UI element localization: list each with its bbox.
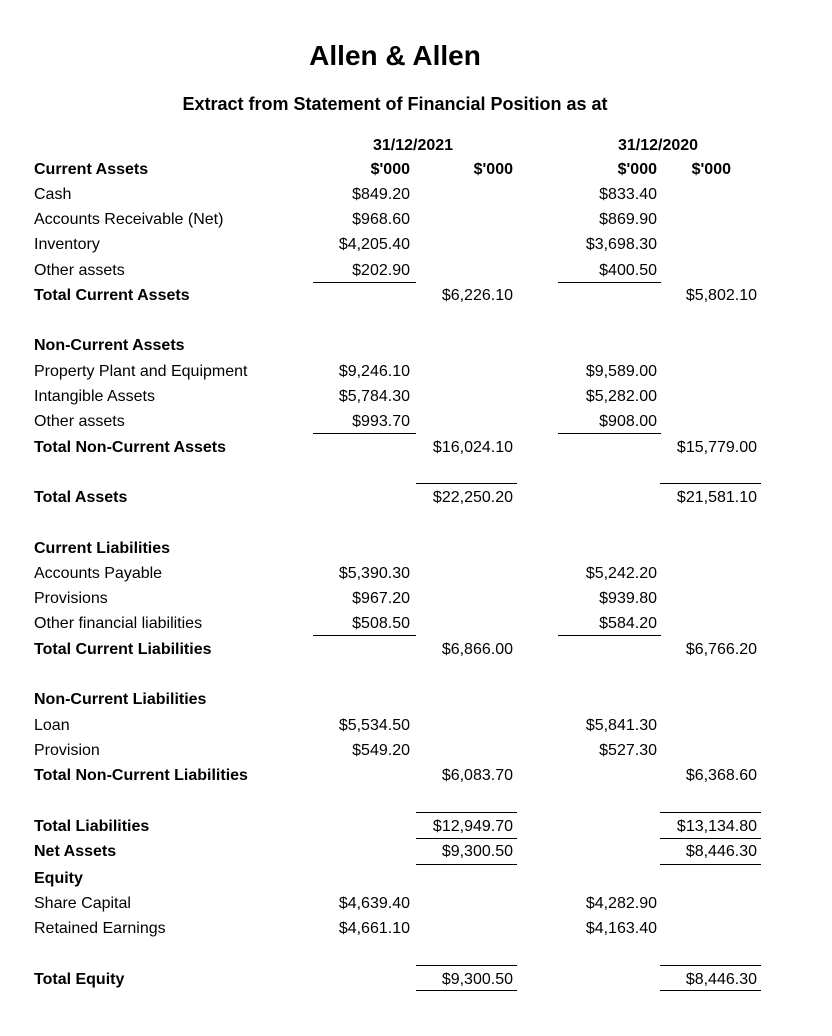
section-heading-non-current-liabilities: Non-Current Liabilities — [34, 691, 207, 708]
total-label: Total Non-Current Assets — [34, 439, 227, 456]
value-prior: $5,282.00 — [585, 388, 657, 405]
total-current: $16,024.10 — [432, 439, 513, 456]
row-label: Provisions — [34, 590, 108, 607]
total-equity-label: Total Equity — [34, 971, 125, 988]
underline — [558, 433, 661, 434]
period-current-date: 31/12/2021 — [372, 137, 454, 154]
row-label: Provision — [34, 742, 100, 759]
value-prior: $869.90 — [599, 211, 657, 228]
value-current: $9,246.10 — [338, 363, 410, 380]
underline — [313, 635, 416, 636]
overline — [660, 965, 761, 966]
underline — [558, 282, 661, 283]
row-label: Intangible Assets — [34, 388, 155, 405]
unit-prior-col1: $'000 — [617, 161, 657, 178]
total-current: $6,226.10 — [441, 287, 513, 304]
total-liabilities-current: $12,949.70 — [432, 818, 513, 835]
row-label: Other financial liabilities — [34, 615, 203, 632]
row-label: Cash — [34, 186, 72, 203]
section-heading-equity: Equity — [34, 870, 83, 887]
value-prior: $908.00 — [599, 413, 657, 430]
underline — [660, 990, 761, 991]
value-prior: $4,282.90 — [585, 895, 657, 912]
total-prior: $15,779.00 — [676, 439, 757, 456]
section-heading-current-liabilities: Current Liabilities — [34, 540, 171, 557]
net-assets-prior: $8,446.30 — [685, 843, 757, 860]
underline — [313, 282, 416, 283]
unit-current-col2: $'000 — [473, 161, 513, 178]
total-current: $6,083.70 — [441, 767, 513, 784]
unit-current-col1: $'000 — [370, 161, 410, 178]
row-label: Retained Earnings — [34, 920, 166, 937]
total-current: $6,866.00 — [441, 641, 513, 658]
total-prior: $5,802.10 — [685, 287, 757, 304]
total-liabilities-label: Total Liabilities — [34, 818, 150, 835]
row-label: Accounts Receivable (Net) — [34, 211, 224, 228]
overline — [416, 483, 517, 484]
value-prior: $527.30 — [599, 742, 657, 759]
total-assets-current: $22,250.20 — [432, 489, 513, 506]
section-heading-current-assets: Current Assets — [34, 161, 149, 178]
double-underline — [660, 864, 761, 865]
value-prior: $4,163.40 — [585, 920, 657, 937]
row-label: Loan — [34, 717, 70, 734]
overline — [660, 812, 761, 813]
unit-prior-col2: $'000 — [691, 161, 731, 178]
underline — [416, 838, 517, 839]
underline — [416, 990, 517, 991]
total-assets-label: Total Assets — [34, 489, 128, 506]
total-prior: $6,766.20 — [685, 641, 757, 658]
period-prior-date: 31/12/2020 — [617, 137, 699, 154]
overline — [416, 812, 517, 813]
value-current: $5,390.30 — [338, 565, 410, 582]
row-label: Accounts Payable — [34, 565, 163, 582]
value-current: $202.90 — [352, 262, 410, 279]
value-current: $549.20 — [352, 742, 410, 759]
value-prior: $3,698.30 — [585, 236, 657, 253]
underline — [558, 635, 661, 636]
row-label: Other assets — [34, 262, 125, 279]
total-prior: $6,368.60 — [685, 767, 757, 784]
value-prior: $9,589.00 — [585, 363, 657, 380]
value-current: $5,534.50 — [338, 717, 410, 734]
overline — [660, 483, 761, 484]
row-label: Other assets — [34, 413, 125, 430]
overline — [416, 965, 517, 966]
value-prior: $584.20 — [599, 615, 657, 632]
value-current: $968.60 — [352, 211, 410, 228]
value-current: $4,661.10 — [338, 920, 410, 937]
total-label: Total Current Liabilities — [34, 641, 212, 658]
statement-title: Extract from Statement of Financial Position as at — [182, 94, 608, 114]
value-current: $4,205.40 — [338, 236, 410, 253]
value-prior: $5,242.20 — [585, 565, 657, 582]
total-equity-prior: $8,446.30 — [685, 971, 757, 988]
net-assets-label: Net Assets — [34, 843, 117, 860]
value-prior: $939.80 — [599, 590, 657, 607]
net-assets-current: $9,300.50 — [441, 843, 513, 860]
total-equity-current: $9,300.50 — [441, 971, 513, 988]
value-current: $508.50 — [352, 615, 410, 632]
section-heading-non-current-assets: Non-Current Assets — [34, 337, 185, 354]
total-label: Total Current Assets — [34, 287, 190, 304]
double-underline — [416, 864, 517, 865]
value-current: $993.70 — [352, 413, 410, 430]
value-prior: $833.40 — [599, 186, 657, 203]
value-prior: $5,841.30 — [585, 717, 657, 734]
total-assets-prior: $21,581.10 — [676, 489, 757, 506]
value-current: $4,639.40 — [338, 895, 410, 912]
total-liabilities-prior: $13,134.80 — [676, 818, 757, 835]
underline — [313, 433, 416, 434]
value-current: $967.20 — [352, 590, 410, 607]
row-label: Property Plant and Equipment — [34, 363, 248, 380]
company-name: Allen & Allen — [309, 40, 481, 71]
total-label: Total Non-Current Liabilities — [34, 767, 248, 784]
value-current: $849.20 — [352, 186, 410, 203]
value-current: $5,784.30 — [338, 388, 410, 405]
value-prior: $400.50 — [599, 262, 657, 279]
row-label: Share Capital — [34, 895, 131, 912]
row-label: Inventory — [34, 236, 100, 253]
underline — [660, 838, 761, 839]
